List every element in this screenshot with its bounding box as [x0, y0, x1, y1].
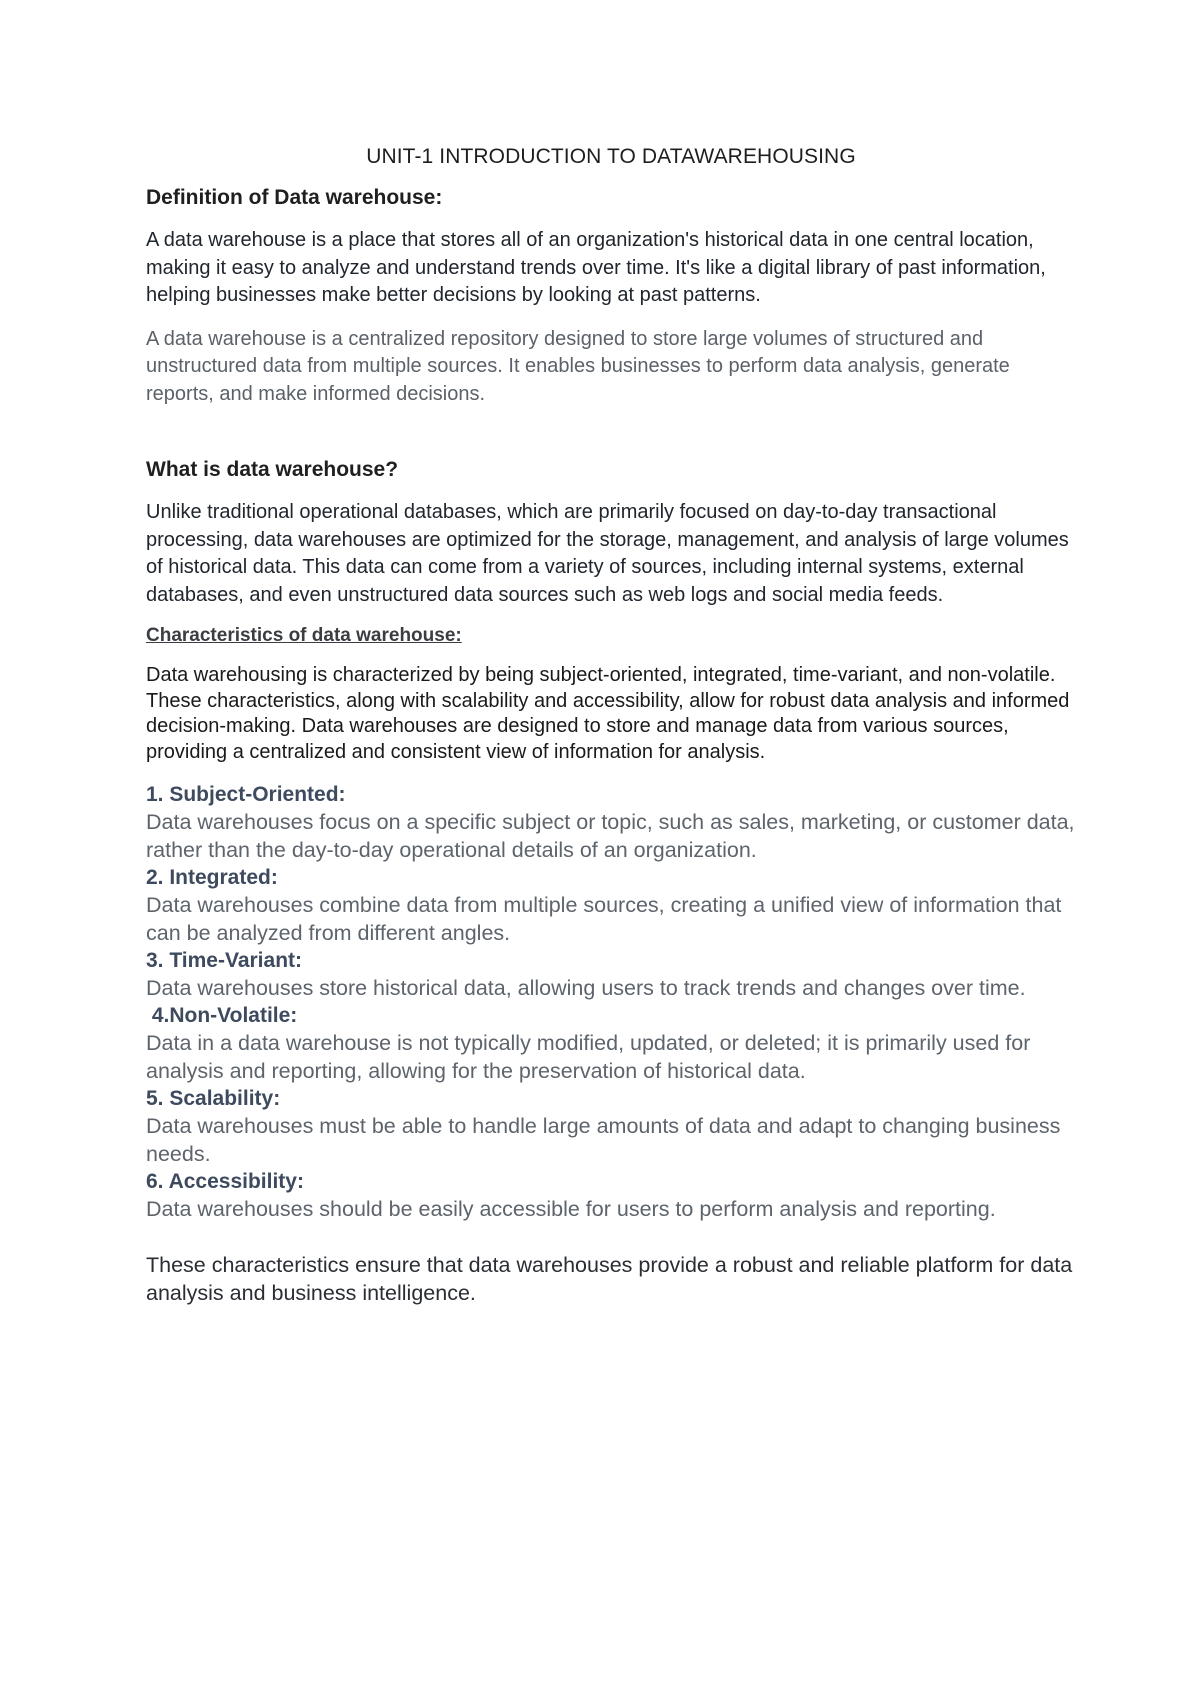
item-title: 3. Time-Variant: [146, 949, 303, 972]
item-description: Data warehouses focus on a specific subject or topic, such as sales, marketing, or customer data, rather than the day-to-day operational details of an organization. [146, 810, 1075, 862]
item-description: Data in a data warehouse is not typically modified, updated, or deleted; it is primarily used for analysis and reporting, allowing for the preservation of historical data. [146, 1031, 1031, 1083]
item-title: 1. Subject-Oriented: [146, 783, 346, 806]
item-description: Data warehouses should be easily accessible for users to perform analysis and reporting. [146, 1197, 996, 1221]
definition-paragraph-1: A data warehouse is a place that stores all of an organization's historical data in one central location, making it easy to analyze and understand trends over time. It's like a digital library of past information, helping businesses make better decisions by looking at past patterns. [146, 229, 1046, 306]
section-spacer [146, 408, 1076, 458]
list-item [146, 1002, 1076, 1085]
characteristics-list [146, 781, 1076, 1223]
what-is-heading: What is data warehouse? [146, 458, 399, 481]
item-title: 2. Integrated: [146, 866, 278, 889]
closing-paragraph: These characteristics ensure that data warehouses provide a robust and reliable platform for data analysis and business intelligence. [146, 1253, 1073, 1305]
list-item [146, 1085, 1076, 1168]
item-description: Data warehouses must be able to handle large amounts of data and adapt to changing business needs. [146, 1114, 1061, 1166]
item-description: Data warehouses combine data from multiple sources, creating a unified view of information that can be analyzed from different angles. [146, 893, 1062, 945]
list-item [146, 947, 1076, 1002]
list-item [146, 1168, 1076, 1223]
item-title: 5. Scalability: [146, 1087, 281, 1110]
document-content [146, 145, 1076, 1307]
page-title: UNIT-1 INTRODUCTION TO DATAWAREHOUSING [366, 145, 856, 168]
item-description: Data warehouses store historical data, allowing users to track trends and changes over time. [146, 976, 1026, 1000]
definition-heading: Definition of Data warehouse: [146, 186, 443, 209]
item-title: 6. Accessibility: [146, 1170, 304, 1193]
what-is-paragraph: Unlike traditional operational databases, which are primarily focused on day-to-day transactional processing, data warehouses are optimized for the storage, management, and analysis of large volumes of historical data. This data can come from a variety of sources, including internal systems, external databases, and even unstructured data sources such as web logs and social media feeds. [146, 501, 1069, 606]
list-item [146, 864, 1076, 947]
definition-paragraph-2: A data warehouse is a centralized repository designed to store large volumes of structured and unstructured data from multiple sources. It enables businesses to perform data analysis, generate reports, and make informed decisions. [146, 327, 1010, 405]
list-item [146, 781, 1076, 864]
item-title: 4.Non-Volatile: [146, 1004, 298, 1027]
characteristics-intro [146, 663, 1076, 765]
characteristics-heading: Characteristics of data warehouse: [146, 625, 462, 646]
characteristics-intro-paragraph: Data warehousing is characterized by being subject-oriented, integrated, time-variant, and non-volatile. These characteristics, along with scalability and accessibility, allow for robust data analysis and informed decision-making. Data warehouses are designed to store and manage data from various sources, providing a centralized and consistent view of information for analysis. [146, 664, 1070, 763]
